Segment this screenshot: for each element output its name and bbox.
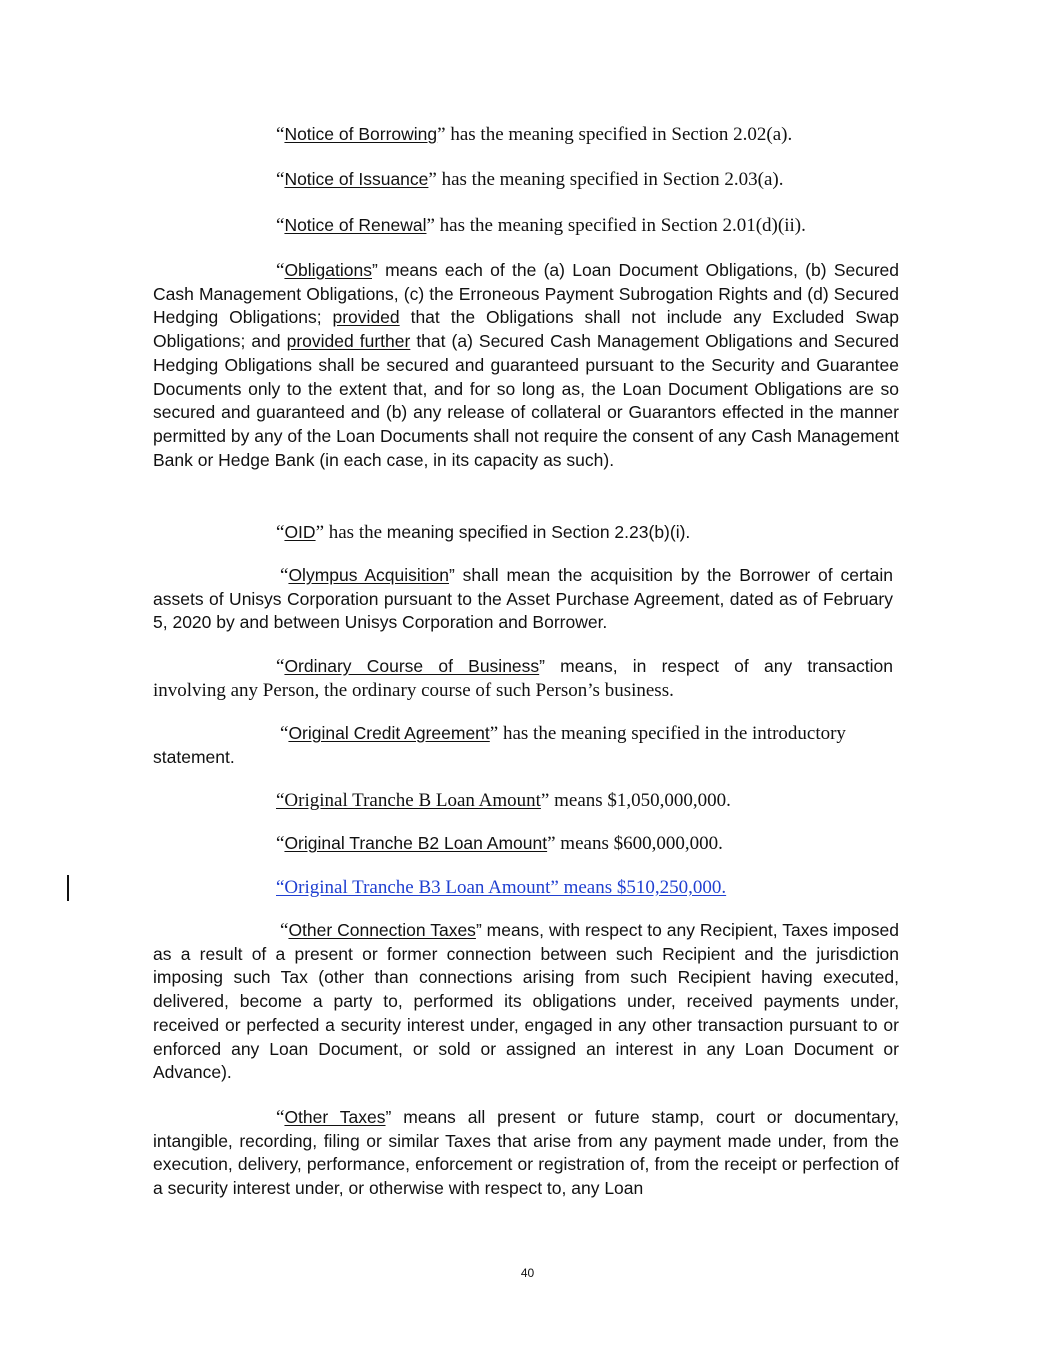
- definition-obligations: [153, 259, 899, 472]
- definition-text: ” means, in respect of any transaction: [539, 656, 893, 676]
- definition-text: ” means, with respect to any Recipient, Taxes imposed as a result of a present or former connection between such Recipient and the jurisdiction imposing such Tax (other than connections arising from such Recipient having executed, delivered, become a party to, performed its obligations under, received payments under, received or perfected a security interest under, engaged in any other transaction pursuant to or enforced any Loan Document, or sold or assigned an interest in any Loan Document or Advance).: [153, 920, 899, 1083]
- open-quote: “: [280, 920, 289, 941]
- definition-notice-of-borrowing: [153, 123, 899, 147]
- open-quote: “: [280, 723, 289, 744]
- definition-notice-of-issuance: [153, 168, 899, 192]
- definition-text: ” means $1,050,000,000.: [540, 790, 731, 811]
- definition-olympus-acquisition: [153, 564, 893, 635]
- definition-original-tranche-b2-loan-amount: [153, 832, 899, 856]
- defined-term: Notice of Borrowing: [284, 124, 438, 144]
- open-quote: “: [276, 169, 285, 190]
- page-number: 40: [520, 1266, 535, 1280]
- provided-term: provided: [332, 307, 400, 328]
- open-quote: “: [276, 833, 285, 854]
- defined-term: Obligations: [284, 260, 372, 280]
- definition-text: ” means all present or future stamp, court or documentary, intangible, recording, filing or similar Taxes that arise from any payment made under, from the execution, delivery, performance, enforcement or registration of, from the receipt or perfection of a security interest under, or otherwise with respect to, any Loan: [153, 1107, 900, 1199]
- definition-line: involving any Person, the ordinary course of such Person’s business.: [153, 679, 674, 701]
- open-quote: “: [276, 215, 285, 236]
- definition-original-tranche-b-loan-amount: [153, 789, 899, 813]
- defined-term: “Original Tranche B Loan Amount: [276, 790, 541, 811]
- definition-original-tranche-b3-loan-amount: [153, 876, 899, 900]
- definition-text: ” has the meaning specified in Section 2.02(a).: [437, 124, 793, 145]
- defined-term: Olympus Acquisition: [288, 565, 449, 585]
- definition-other-connection-taxes: [153, 919, 899, 1085]
- definition-text: ” has the meaning specified in Section 2.01(d)(ii).: [426, 215, 806, 236]
- defined-term: Notice of Issuance: [284, 169, 429, 189]
- defined-term: Notice of Renewal: [284, 215, 427, 235]
- definition-original-credit-agreement: [153, 722, 899, 770]
- definition-ordinary-course-of-business: [153, 655, 893, 703]
- definition-text: ” means each of the (a) Loan Document Obligations, (b) Secured Cash Management Obligations, (c) the Erroneous Payment Subrogation Rights and (d) Secured Hedging Obligations;: [153, 260, 899, 328]
- definition-text: that the Obligations shall not include any Excluded Swap Obligations; and: [153, 307, 899, 352]
- definition-text: ” has the meaning specified in the introductory: [489, 723, 846, 744]
- definition-text: meaning specified in Section 2.23(b)(i).: [386, 522, 691, 542]
- open-quote: “: [276, 260, 285, 281]
- defined-term: Other Connection Taxes: [288, 920, 476, 940]
- definition-line: [153, 722, 899, 746]
- definition-oid: [153, 521, 899, 545]
- definition-line: statement.: [153, 747, 235, 767]
- definition-text: ” has the meaning specified in Section 2.03(a).: [428, 169, 784, 190]
- definition-text: ” has the: [315, 522, 387, 543]
- definition-text: ” means $600,000,000.: [547, 833, 723, 854]
- definition-text: ” shall mean the acquisition by the Borrower of certain assets of Unisys Corporation pursuant to the Asset Purchase Agreement, dated as of February 5, 2020 by and between Unisys Corporation and Borrower.: [153, 565, 893, 633]
- defined-term: Original Credit Agreement: [288, 723, 490, 743]
- provided-further-term: provided further: [286, 331, 411, 352]
- definition-notice-of-renewal: [153, 214, 899, 238]
- definition-text: that (a) Secured Cash Management Obligations and Secured Hedging Obligations shall be secured and guaranteed pursuant to the Security and Guarantee Documents only to the extent that, and for so long as, the Loan Document Obligations are so secured and guaranteed and (b) any release of collateral or Guarantors effected in the manner permitted by any of the Loan Documents shall not require the consent of any Cash Management Bank or Hedge Bank (in each case, in its capacity as such).: [153, 331, 899, 470]
- defined-term: Original Tranche B2 Loan Amount: [284, 833, 548, 853]
- open-quote: “: [280, 565, 289, 586]
- defined-term: Ordinary Course of Business: [284, 656, 540, 676]
- definition-other-taxes: [153, 1106, 899, 1201]
- defined-term: Other Taxes: [284, 1107, 386, 1127]
- open-quote: “: [276, 124, 285, 145]
- open-quote: “: [276, 656, 285, 677]
- open-quote: “: [276, 522, 285, 543]
- revision-change-bar: [67, 875, 69, 901]
- open-quote: “: [276, 1107, 285, 1128]
- definition-line: [153, 655, 893, 679]
- inserted-text: “Original Tranche B3 Loan Amount” means $510,250,000.: [276, 877, 727, 898]
- defined-term: OID: [284, 522, 316, 542]
